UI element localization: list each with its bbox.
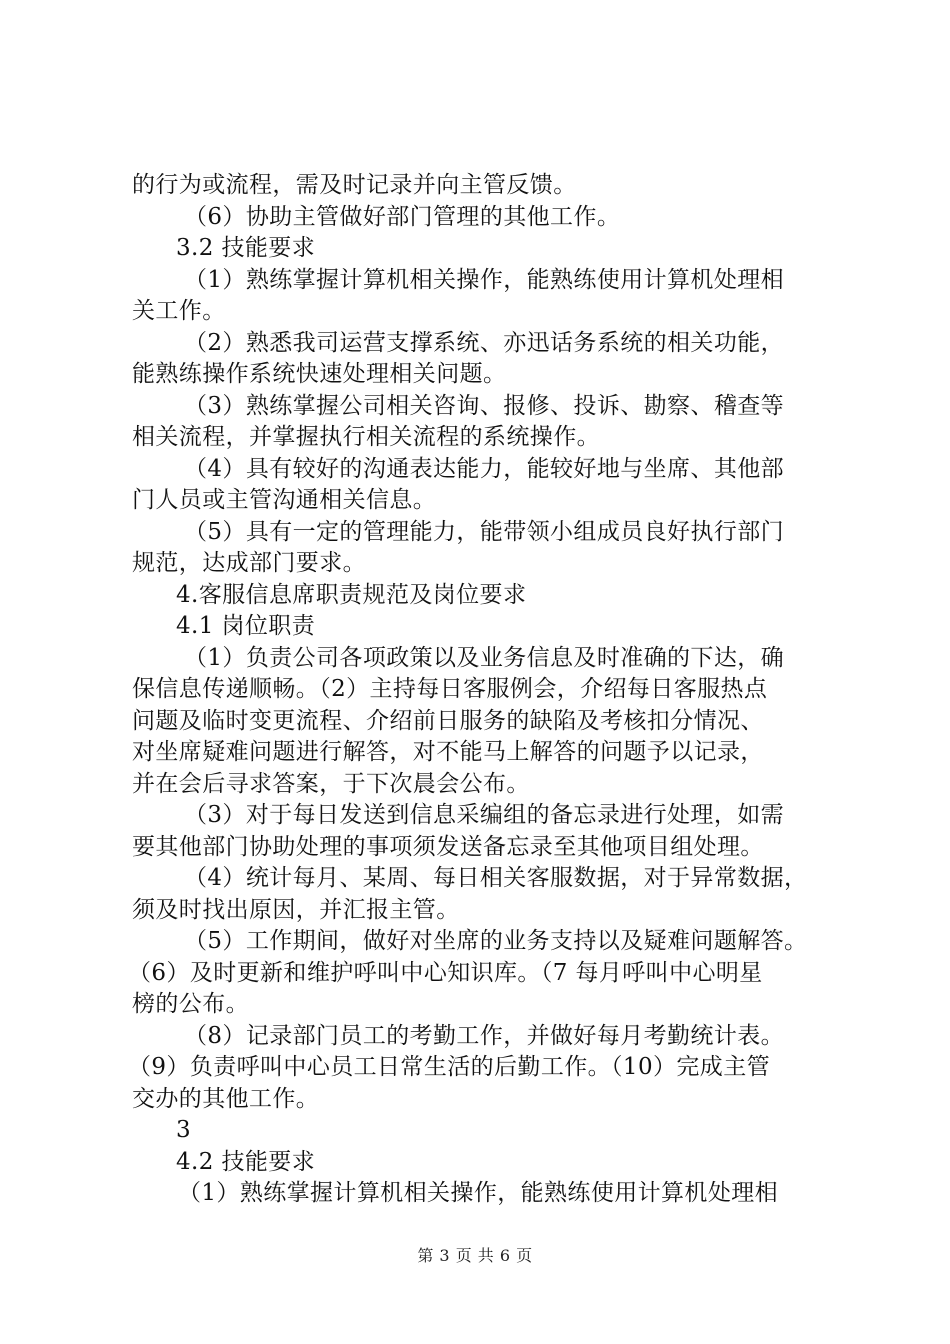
text-line: 4.2 技能要求 <box>176 1148 316 1175</box>
text-line: （6）及时更新和维护呼叫中心知识库。（7 每月呼叫中心明星 <box>128 959 763 986</box>
text-line: （4）统计每月、某周、每日相关客服数据，对于异常数据， <box>184 865 808 891</box>
text-line: 交办的其他工作。 <box>132 1085 320 1112</box>
text-line: （5）工作期间，做好对坐席的业务支持以及疑难问题解答。 <box>184 928 808 954</box>
text-line: 对坐席疑难问题进行解答，对不能马上解答的问题予以记录， <box>132 739 764 765</box>
text-line: 能熟练操作系统快速处理相关问题。 <box>132 361 507 387</box>
text-line: 相关流程，并掌握执行相关流程的系统操作。 <box>132 424 600 450</box>
text-line: 关工作。 <box>132 298 226 324</box>
text-line: 的行为或流程，需及时记录并向主管反馈。 <box>132 172 577 198</box>
text-line: （1）负责公司各项政策以及业务信息及时准确的下达，确 <box>184 644 785 671</box>
document-body <box>128 170 832 1210</box>
text-line: 并在会后寻求答案，于下次晨会公布。 <box>132 770 530 797</box>
text-line: （2）熟悉我司运营支撑系统、亦迅话务系统的相关功能， <box>184 329 785 356</box>
text-line: 要其他部门协助处理的事项须发送备忘录至其他项目组处理。 <box>132 833 764 860</box>
text-line: 保信息传递顺畅。（2）主持每日客服例会，介绍每日客服热点 <box>132 676 768 702</box>
text-line: 问题及临时变更流程、介绍前日服务的缺陷及考核扣分情况、 <box>132 707 764 734</box>
text-line: 4.1 岗位职责 <box>176 613 316 639</box>
text-line: （3）熟练掌握公司相关咨询、报修、投诉、勘察、稽查等 <box>184 392 785 419</box>
text-line: 3 <box>176 1117 192 1143</box>
text-line: 须及时找出原因，并汇报主管。 <box>132 896 460 923</box>
text-line: （1）熟练掌握计算机相关操作，能熟练使用计算机处理相 <box>178 1180 779 1206</box>
text-line: 规范，达成部门要求。 <box>132 550 366 576</box>
page-footer: 第 3 页 共 6 页 <box>417 1246 533 1265</box>
text-line: 4.客服信息席职责规范及岗位要求 <box>176 581 527 608</box>
text-line: （4）具有较好的沟通表达能力，能较好地与坐席、其他部 <box>184 455 785 482</box>
text-line: （6）协助主管做好部门管理的其他工作。 <box>184 203 621 230</box>
text-line: 门人员或主管沟通相关信息。 <box>132 487 437 513</box>
text-line: （9）负责呼叫中心员工日常生活的后勤工作。（10）完成主管 <box>128 1054 770 1080</box>
text-line: （5）具有一定的管理能力，能带领小组成员良好执行部门 <box>184 518 785 545</box>
text-line: 榜的公布。 <box>132 991 249 1017</box>
text-line: （1）熟练掌握计算机相关操作，能熟练使用计算机处理相 <box>184 266 785 293</box>
text-line: 3.2 技能要求 <box>176 235 316 261</box>
text-line: （3）对于每日发送到信息采编组的备忘录进行处理，如需 <box>184 802 785 828</box>
text-line: （8）记录部门员工的考勤工作，并做好每月考勤统计表。 <box>184 1022 785 1049</box>
